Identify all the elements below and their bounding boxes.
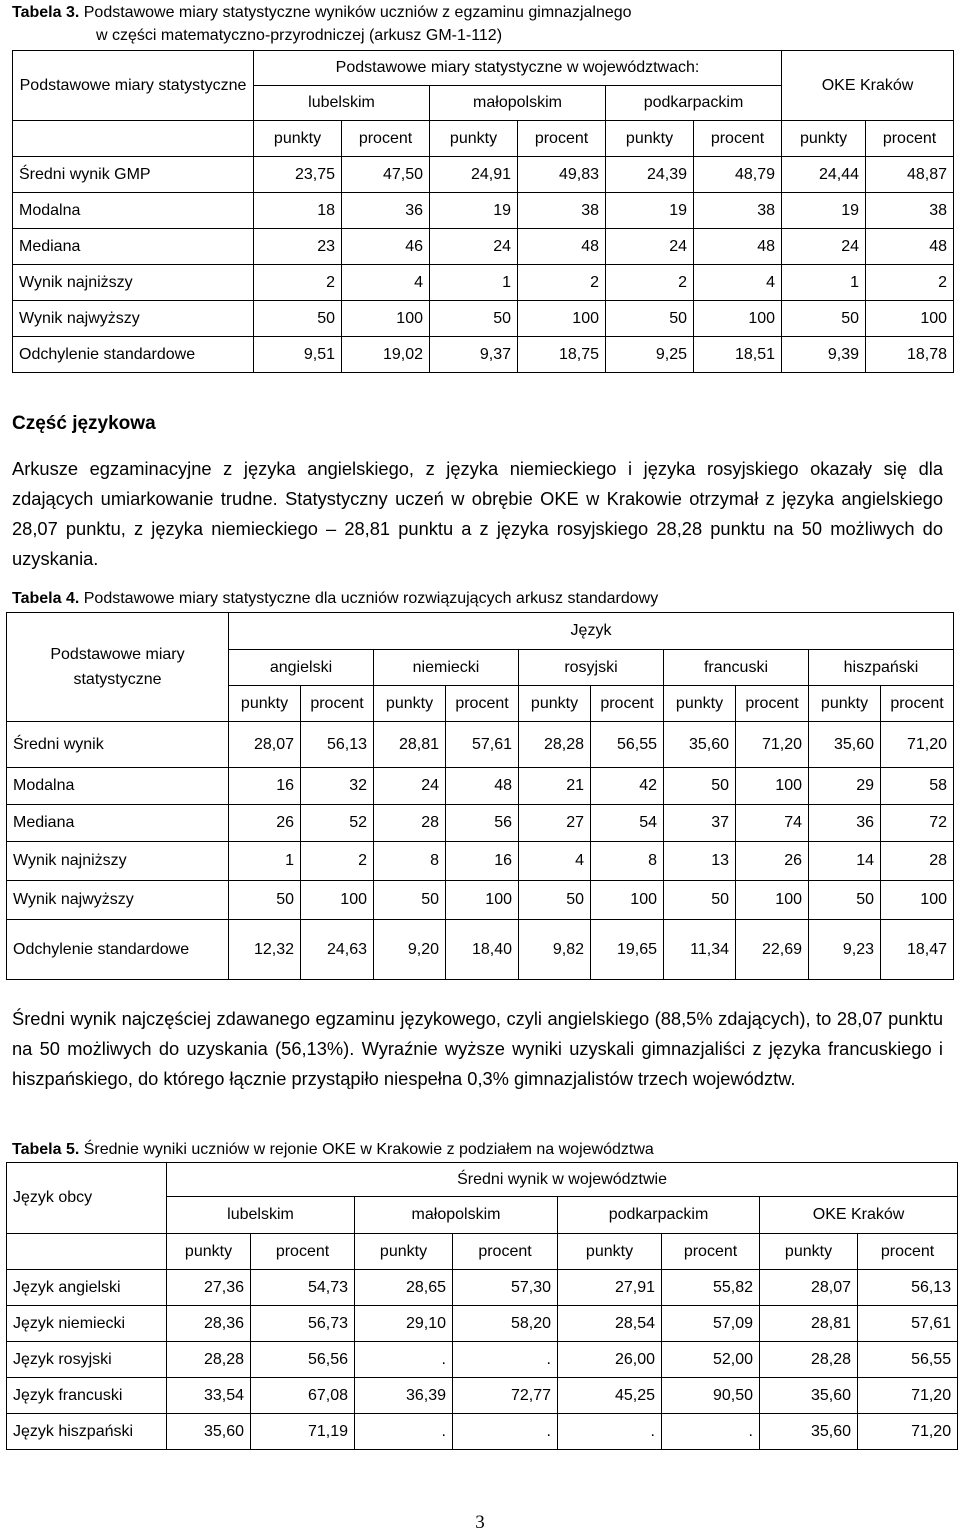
table-row (7, 805, 954, 842)
table-cell: 19 (430, 193, 518, 229)
table-cell: 18,75 (518, 337, 606, 373)
table4-group-header: Język (229, 613, 954, 650)
table-cell: 24 (606, 229, 694, 265)
row-label: Wynik najwyższy (13, 301, 254, 337)
table-cell: 9,23 (809, 920, 881, 980)
table-cell: 27,91 (558, 1270, 662, 1306)
table-cell: 71,20 (736, 722, 809, 768)
table-cell: 28,07 (760, 1270, 858, 1306)
table5-subheader: punkty (167, 1234, 251, 1270)
table3-stub-header: Podstawowe miary statystyczne (13, 51, 254, 121)
table-cell: 1 (430, 265, 518, 301)
table-cell: . (662, 1414, 760, 1450)
table5-caption-text: Średnie wyniki uczniów w rejonie OKE w Krakowie z podziałem na województwa (83, 1141, 654, 1158)
table-cell: 26 (736, 842, 809, 881)
table5-caption-prefix: Tabela 5. (12, 1141, 80, 1158)
table-cell: 18,47 (881, 920, 954, 980)
table-row (7, 1342, 958, 1378)
table-cell: 56,55 (858, 1342, 958, 1378)
table-cell: . (355, 1342, 453, 1378)
row-label: Średni wynik GMP (13, 157, 254, 193)
table-cell: 24,91 (430, 157, 518, 193)
table-row (13, 193, 954, 229)
table-cell: 32 (301, 768, 374, 805)
table-cell: 14 (809, 842, 881, 881)
row-label: Wynik najniższy (7, 842, 229, 881)
table-cell: 37 (664, 805, 736, 842)
table-cell: 56,13 (858, 1270, 958, 1306)
table-cell: 58,20 (453, 1306, 558, 1342)
table4-subheader: procent (591, 686, 664, 722)
table-cell: 58 (881, 768, 954, 805)
table3-subheader: procent (518, 121, 606, 157)
table3-oke-header: OKE Kraków (782, 51, 954, 121)
table-cell: 48 (446, 768, 519, 805)
table-cell: 8 (591, 842, 664, 881)
table-cell: 2 (301, 842, 374, 881)
table-cell: 100 (736, 881, 809, 920)
table5-region-header: OKE Kraków (760, 1197, 958, 1234)
table-cell: 1 (229, 842, 301, 881)
table-cell: 19 (782, 193, 866, 229)
page-number: 3 (475, 1512, 485, 1533)
table-cell: 36 (809, 805, 881, 842)
row-label: Mediana (13, 229, 254, 265)
table5-body (7, 1270, 958, 1450)
table4-language-header: francuski (664, 650, 809, 686)
table-cell: 19,65 (591, 920, 664, 980)
table-cell: 16 (446, 842, 519, 881)
table-cell: 13 (664, 842, 736, 881)
table-cell: 100 (736, 768, 809, 805)
table-cell: 24,44 (782, 157, 866, 193)
table3-caption-text: Podstawowe miary statystyczne wyników uczniów z egzaminu gimnazjalnego (83, 4, 632, 21)
table3-subheader: punkty (430, 121, 518, 157)
table-cell: 100 (518, 301, 606, 337)
table-cell: 28,81 (374, 722, 446, 768)
table-cell: 54,73 (251, 1270, 355, 1306)
table-cell: 50 (229, 881, 301, 920)
row-label: Średni wynik (7, 722, 229, 768)
table4-caption (12, 589, 658, 608)
table3-subheader: procent (694, 121, 782, 157)
table-cell: 38 (866, 193, 954, 229)
table-cell: 27 (519, 805, 591, 842)
table4-subheader: procent (881, 686, 954, 722)
table5-subheader: procent (662, 1234, 760, 1270)
table4-subheader: punkty (229, 686, 301, 722)
table-cell: 26 (229, 805, 301, 842)
table-cell: 26,00 (558, 1342, 662, 1378)
table4-language-header: hiszpański (809, 650, 954, 686)
table-cell: 27,36 (167, 1270, 251, 1306)
table-cell: 18 (254, 193, 342, 229)
table-cell: 71,19 (251, 1414, 355, 1450)
table-cell: 48,87 (866, 157, 954, 193)
table3-region-header: lubelskim (254, 86, 430, 121)
table-cell: 57,30 (453, 1270, 558, 1306)
table-cell: 100 (881, 881, 954, 920)
table-cell: 23 (254, 229, 342, 265)
table-cell: 21 (519, 768, 591, 805)
table3-subheader-row (13, 121, 954, 157)
table-cell: 57,61 (858, 1306, 958, 1342)
table-cell: 50 (430, 301, 518, 337)
row-label: Język niemiecki (7, 1306, 167, 1342)
table-cell: 28,28 (519, 722, 591, 768)
table-cell: 18,51 (694, 337, 782, 373)
table5-subheader-empty (7, 1234, 167, 1270)
row-label: Odchylenie standardowe (7, 920, 229, 980)
table-cell: 24 (782, 229, 866, 265)
table-cell: 100 (301, 881, 374, 920)
table3-caption-prefix: Tabela 3. (12, 4, 80, 21)
table-cell: 71,20 (881, 722, 954, 768)
table5-region-header: podkarpackim (558, 1197, 760, 1234)
row-label: Język angielski (7, 1270, 167, 1306)
table-cell: 48 (694, 229, 782, 265)
table-cell: 28,28 (167, 1342, 251, 1378)
table-cell: 45,25 (558, 1378, 662, 1414)
table-cell: 4 (694, 265, 782, 301)
table-cell: 71,20 (858, 1378, 958, 1414)
table-cell: 57,09 (662, 1306, 760, 1342)
table3-subheader: procent (342, 121, 430, 157)
row-label: Odchylenie standardowe (13, 337, 254, 373)
table4-subheader: procent (736, 686, 809, 722)
table-cell: . (355, 1414, 453, 1450)
table-row (7, 1270, 958, 1306)
table-row (7, 920, 954, 980)
table4-subheader: punkty (374, 686, 446, 722)
table-cell: 36 (342, 193, 430, 229)
table-cell: 100 (694, 301, 782, 337)
table3-region-header: podkarpackim (606, 86, 782, 121)
table-cell: 100 (342, 301, 430, 337)
table-cell: 24 (374, 768, 446, 805)
table-row (13, 265, 954, 301)
table-row (13, 337, 954, 373)
table-cell: 90,50 (662, 1378, 760, 1414)
table-cell: 11,34 (664, 920, 736, 980)
table-cell: 18,40 (446, 920, 519, 980)
table-cell: 28 (881, 842, 954, 881)
table-cell: 9,82 (519, 920, 591, 980)
table-cell: 52 (301, 805, 374, 842)
table-cell: 23,75 (254, 157, 342, 193)
table4-caption-prefix: Tabela 4. (12, 590, 80, 607)
table-cell: 56,56 (251, 1342, 355, 1378)
table3-subheader: punkty (254, 121, 342, 157)
table-cell: 35,60 (167, 1414, 251, 1450)
table-cell: 36,39 (355, 1378, 453, 1414)
row-label: Modalna (13, 193, 254, 229)
table-cell: 9,51 (254, 337, 342, 373)
table3-caption-line2: w części matematyczno-przyrodniczej (arkusz GM-1-112) (96, 27, 503, 44)
table-cell: 50 (782, 301, 866, 337)
table5-subheader: punkty (760, 1234, 858, 1270)
table-cell: 50 (664, 768, 736, 805)
table5-subheader: punkty (355, 1234, 453, 1270)
table5-subheader: procent (251, 1234, 355, 1270)
table-row (7, 1414, 958, 1450)
table-cell: 35,60 (760, 1378, 858, 1414)
table4 (6, 612, 954, 980)
table-cell: 29,10 (355, 1306, 453, 1342)
table5-group-header: Średni wynik w województwie (167, 1163, 958, 1197)
table-cell: 28 (374, 805, 446, 842)
row-label: Wynik najwyższy (7, 881, 229, 920)
table4-subheader: procent (301, 686, 374, 722)
table-cell: 33,54 (167, 1378, 251, 1414)
table-cell: 38 (694, 193, 782, 229)
table-cell: 50 (519, 881, 591, 920)
table-cell: 9,20 (374, 920, 446, 980)
table4-caption-text: Podstawowe miary statystyczne dla uczniów rozwiązujących arkusz standardowy (83, 590, 659, 607)
table-cell: 18,78 (866, 337, 954, 373)
table-cell: 22,69 (736, 920, 809, 980)
table3-subheader: punkty (606, 121, 694, 157)
table-row (7, 722, 954, 768)
table-cell: 72 (881, 805, 954, 842)
section-heading: Część językowa (12, 413, 156, 434)
summary-paragraph: Średni wynik najczęściej zdawanego egzaminu językowego, czyli angielskiego (88,5% zdających), to 28,07 punktu na 50 możliwych do uzyskania (56,13%). Wyraźnie wyższe wyniki uzyskali gimnazjaliści z języka francuskiego i hiszpańskiego, do którego łącznie przystąpiło niespełna 0,3% gimnazjalistów trzech województw. (12, 1008, 943, 1089)
table5 (6, 1162, 958, 1450)
table-cell: 47,50 (342, 157, 430, 193)
table5-subheader-row (7, 1234, 958, 1270)
table-cell: 48 (518, 229, 606, 265)
table-cell: . (558, 1414, 662, 1450)
table3-caption-line1 (12, 3, 632, 22)
table-cell: 28,54 (558, 1306, 662, 1342)
table5-subheader: procent (453, 1234, 558, 1270)
table3-body (13, 157, 954, 373)
table-cell: 56,73 (251, 1306, 355, 1342)
table5-region-header: małopolskim (355, 1197, 558, 1234)
table3-group-header: Podstawowe miary statystyczne w województwach: (254, 51, 782, 86)
table-cell: 57,61 (446, 722, 519, 768)
table-cell: 2 (606, 265, 694, 301)
table-cell: 50 (254, 301, 342, 337)
table4-stub-header: Podstawowe miary statystyczne (7, 613, 229, 722)
table4-language-header: angielski (229, 650, 374, 686)
table3-subheader: procent (866, 121, 954, 157)
table-cell: 42 (591, 768, 664, 805)
table-cell: 100 (866, 301, 954, 337)
table4-language-header: niemiecki (374, 650, 519, 686)
table-cell: 9,37 (430, 337, 518, 373)
table4-subheader: punkty (664, 686, 736, 722)
table3-subheader-empty (13, 121, 254, 157)
table-cell: 1 (782, 265, 866, 301)
table-cell: . (453, 1342, 558, 1378)
table4-subheader: punkty (519, 686, 591, 722)
table-cell: 49,83 (518, 157, 606, 193)
row-label: Język hiszpański (7, 1414, 167, 1450)
table-cell: 50 (664, 881, 736, 920)
table-row (13, 157, 954, 193)
table-cell: 71,20 (858, 1414, 958, 1450)
table-row (13, 301, 954, 337)
table-cell: 50 (374, 881, 446, 920)
table-cell: 24,39 (606, 157, 694, 193)
row-label: Język rosyjski (7, 1342, 167, 1378)
table-cell: 46 (342, 229, 430, 265)
table4-subheader: procent (446, 686, 519, 722)
table-cell: 9,39 (782, 337, 866, 373)
table-cell: 28,36 (167, 1306, 251, 1342)
table-cell: 2 (518, 265, 606, 301)
table5-subheader: punkty (558, 1234, 662, 1270)
table-cell: 56,55 (591, 722, 664, 768)
table-cell: 48 (866, 229, 954, 265)
table-cell: 16 (229, 768, 301, 805)
table-cell: 50 (606, 301, 694, 337)
table-cell: 8 (374, 842, 446, 881)
table-cell: 19,02 (342, 337, 430, 373)
table-cell: 74 (736, 805, 809, 842)
table-cell: 100 (591, 881, 664, 920)
table-cell: 72,77 (453, 1378, 558, 1414)
table-cell: 2 (254, 265, 342, 301)
table-cell: 35,60 (664, 722, 736, 768)
table5-subheader: procent (858, 1234, 958, 1270)
table-row (7, 768, 954, 805)
table3-region-header: małopolskim (430, 86, 606, 121)
table3 (12, 50, 954, 373)
table-cell: 55,82 (662, 1270, 760, 1306)
table4-body (7, 722, 954, 980)
table-cell: 100 (446, 881, 519, 920)
table-cell: 56,13 (301, 722, 374, 768)
table-cell: 4 (342, 265, 430, 301)
section-paragraph: Arkusze egzaminacyjne z języka angielskiego, z języka niemieckiego i języka rosyjskiego okazały się dla zdających umiarkowanie trudne. Statystyczny uczeń w obrębie OKE w Krakowie otrzymał z języka angielskiego 28,07 punktu, z języka niemieckiego – 28,81 punktu a z języka rosyjskiego 28,28 punktu na 50 możliwych do uzyskania. (12, 458, 943, 569)
table-cell: 29 (809, 768, 881, 805)
table-cell: 19 (606, 193, 694, 229)
table-cell: 28,81 (760, 1306, 858, 1342)
table-row (7, 1378, 958, 1414)
table3-subheader: punkty (782, 121, 866, 157)
table-cell: 9,25 (606, 337, 694, 373)
table-row (7, 842, 954, 881)
row-label: Język francuski (7, 1378, 167, 1414)
table-cell: 52,00 (662, 1342, 760, 1378)
table-cell: 56 (446, 805, 519, 842)
table-cell: 48,79 (694, 157, 782, 193)
table5-region-header: lubelskim (167, 1197, 355, 1234)
table-cell: 12,32 (229, 920, 301, 980)
table-row (13, 229, 954, 265)
table4-subheader: punkty (809, 686, 881, 722)
table-cell: 35,60 (760, 1414, 858, 1450)
table-cell: 35,60 (809, 722, 881, 768)
table-cell: 28,65 (355, 1270, 453, 1306)
row-label: Mediana (7, 805, 229, 842)
table-cell: 50 (809, 881, 881, 920)
row-label: Wynik najniższy (13, 265, 254, 301)
table5-stub-header: Język obcy (7, 1163, 167, 1234)
table-cell: 4 (519, 842, 591, 881)
row-label: Modalna (7, 768, 229, 805)
table-cell: 24 (430, 229, 518, 265)
table-cell: 24,63 (301, 920, 374, 980)
table-cell: 28,07 (229, 722, 301, 768)
table-cell: 67,08 (251, 1378, 355, 1414)
table-cell: 54 (591, 805, 664, 842)
table5-caption (12, 1140, 654, 1159)
table-cell: 2 (866, 265, 954, 301)
table-row (7, 1306, 958, 1342)
table-cell: 28,28 (760, 1342, 858, 1378)
table-cell: 38 (518, 193, 606, 229)
table4-language-header: rosyjski (519, 650, 664, 686)
table-cell: . (453, 1414, 558, 1450)
table-row (7, 881, 954, 920)
